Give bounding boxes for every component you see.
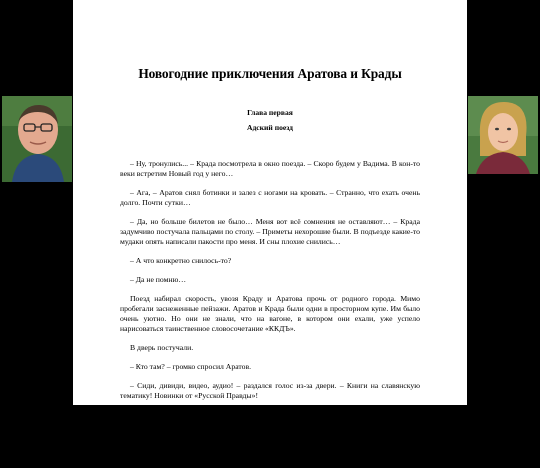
author-photo-left	[2, 96, 72, 182]
chapter-title: Адский поезд	[246, 123, 294, 132]
paragraph: – Новый альбом группы ТемноЗОГЪ! – провозгласил появившийся продавец – мужичок в	[120, 439, 420, 458]
author-photo-right	[468, 96, 538, 174]
paragraph: – Да не помню…	[130, 275, 187, 284]
paragraph: – Ну, тронулись... – Крада посмотрела в окно поезда. – Скоро будем у Вадима. В кон-то веки встретим Новый год у него…	[120, 159, 420, 178]
paragraph: В дверь постучали.	[130, 343, 194, 352]
paragraph: – Да, но больше билетов не было… Меня вот всё сомнения не оставляют… – Крада задумчиво постучала пальцами по столу. – Приметы нехорошие были. В подъезде какие-то мудаки опять написали пакости про меня. И сны плохие снились…	[120, 217, 420, 246]
document-page	[73, 0, 467, 458]
paragraph: Поезд набирал скорость, увозя Краду и Аратова прочь от родного города. Мимо пробегали заснеженные пейзажи. Аратов и Крада были одни в просторном купе. Им было очень уютно. Но они не знали, что на вагоне, в котором они ехали, уже успело нарисоваться таинственное словосочетание «ККДЪ».	[120, 294, 420, 333]
document-content	[120, 66, 420, 468]
chapter-heading: Глава первая	[247, 108, 293, 117]
paragraph: – Кто там? – громко спросил Аратов.	[130, 362, 252, 371]
paragraph: – Эээ… войдите! – Аратов заинтересованно уставился на появившуюся тележку, забитую дисками и книгами. Крада поморщилась.	[120, 410, 420, 429]
document-title: Новогодние приключения Аратова и Крады	[138, 66, 402, 81]
paragraph: – А что конкретно снилось-то?	[130, 256, 232, 265]
paragraph: – Сиди, дивиди, видео, аудио! – раздался голос из-за двери. – Книги на славянскую тематику! Новинки от «Русской Правды»!	[120, 381, 420, 400]
paragraph: – Ага, – Аратов снял ботинки и залез с ногами на кровать. – Странно, что ехать очень долго. Почти сутки…	[120, 188, 420, 207]
